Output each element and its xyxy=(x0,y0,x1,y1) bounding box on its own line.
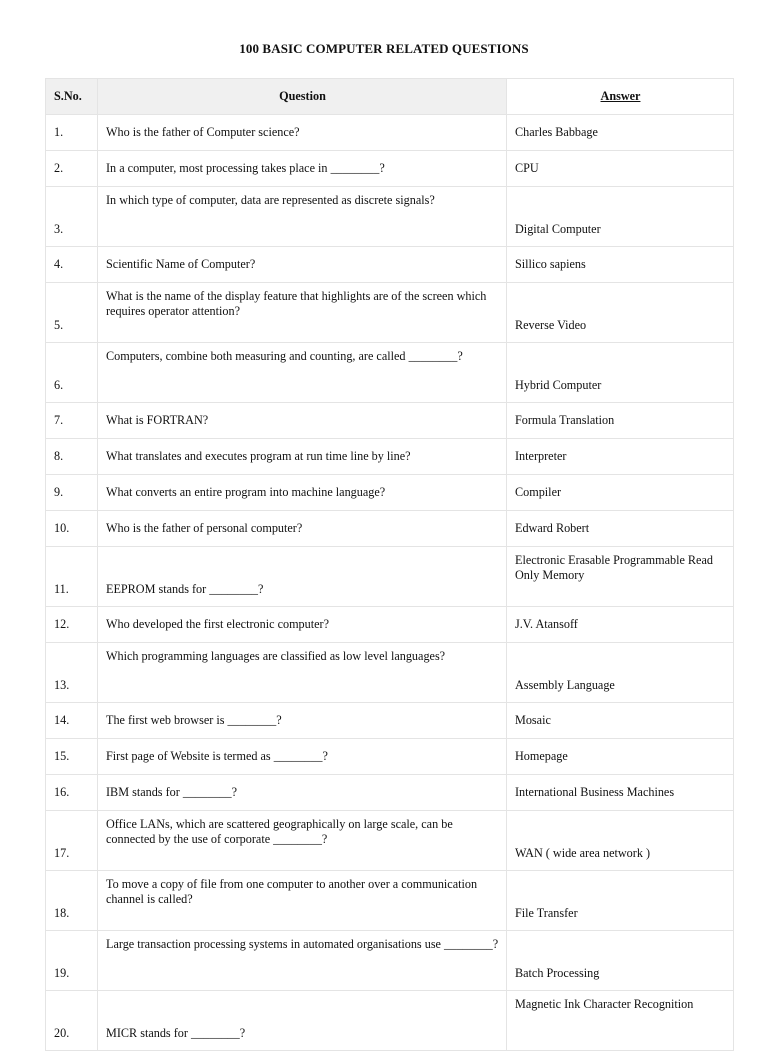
row-sno: 13. xyxy=(46,643,98,703)
table-row xyxy=(46,775,734,811)
row-sno: 6. xyxy=(46,343,98,403)
row-sno: 17. xyxy=(46,811,98,871)
row-question: Scientific Name of Computer? xyxy=(98,247,507,283)
row-question: Computers, combine both measuring and counting, are called ________? xyxy=(98,343,507,403)
table-row xyxy=(46,475,734,511)
row-answer: WAN ( wide area network ) xyxy=(507,811,734,871)
row-answer: Compiler xyxy=(507,475,734,511)
row-question: First page of Website is termed as ________? xyxy=(98,739,507,775)
row-question: Large transaction processing systems in automated organisations use ________? xyxy=(98,931,507,991)
row-sno: 7. xyxy=(46,403,98,439)
row-sno: 15. xyxy=(46,739,98,775)
row-answer: Hybrid Computer xyxy=(507,343,734,403)
row-answer: J.V. Atansoff xyxy=(507,607,734,643)
row-question: What converts an entire program into machine language? xyxy=(98,475,507,511)
row-sno: 18. xyxy=(46,871,98,931)
table-row xyxy=(46,115,734,151)
row-sno: 9. xyxy=(46,475,98,511)
table-row xyxy=(46,871,734,931)
row-answer: International Business Machines xyxy=(507,775,734,811)
row-sno: 4. xyxy=(46,247,98,283)
table-row xyxy=(46,991,734,1051)
table-body xyxy=(46,115,734,1051)
row-sno: 2. xyxy=(46,151,98,187)
row-sno: 1. xyxy=(46,115,98,151)
row-question: What is FORTRAN? xyxy=(98,403,507,439)
row-answer: Batch Processing xyxy=(507,931,734,991)
row-sno: 11. xyxy=(46,547,98,607)
row-answer: Edward Robert xyxy=(507,511,734,547)
row-question: MICR stands for ________? xyxy=(98,991,507,1051)
row-sno: 16. xyxy=(46,775,98,811)
table-row xyxy=(46,547,734,607)
row-question: In a computer, most processing takes place in ________? xyxy=(98,151,507,187)
row-answer: Formula Translation xyxy=(507,403,734,439)
row-sno: 12. xyxy=(46,607,98,643)
table-row xyxy=(46,643,734,703)
row-answer: CPU xyxy=(507,151,734,187)
row-answer: Charles Babbage xyxy=(507,115,734,151)
row-sno: 10. xyxy=(46,511,98,547)
table-row xyxy=(46,247,734,283)
document-title: 100 BASIC COMPUTER RELATED QUESTIONS xyxy=(239,41,529,56)
header-answer: Answer xyxy=(507,79,734,115)
row-answer: File Transfer xyxy=(507,871,734,931)
questions-table xyxy=(45,78,734,1051)
row-sno: 20. xyxy=(46,991,98,1051)
row-question: Who is the father of Computer science? xyxy=(98,115,507,151)
row-answer: Mosaic xyxy=(507,703,734,739)
row-sno: 19. xyxy=(46,931,98,991)
row-answer: Interpreter xyxy=(507,439,734,475)
row-sno: 8. xyxy=(46,439,98,475)
table-row xyxy=(46,283,734,343)
row-answer: Assembly Language xyxy=(507,643,734,703)
row-question: To move a copy of file from one computer to another over a communication channel is called? xyxy=(98,871,507,931)
table-row xyxy=(46,439,734,475)
row-sno: 14. xyxy=(46,703,98,739)
row-question: EEPROM stands for ________? xyxy=(98,547,507,607)
header-row xyxy=(46,79,734,115)
row-question: IBM stands for ________? xyxy=(98,775,507,811)
table-row xyxy=(46,343,734,403)
table-row xyxy=(46,403,734,439)
row-question: In which type of computer, data are represented as discrete signals? xyxy=(98,187,507,247)
row-answer: Magnetic Ink Character Recognition xyxy=(507,991,734,1051)
row-answer: Electronic Erasable Programmable Read Only Memory xyxy=(507,547,734,607)
row-question: Which programming languages are classified as low level languages? xyxy=(98,643,507,703)
table-row xyxy=(46,187,734,247)
header-question: Question xyxy=(98,79,507,115)
table-row xyxy=(46,739,734,775)
row-answer: Sillico sapiens xyxy=(507,247,734,283)
row-question: The first web browser is ________? xyxy=(98,703,507,739)
row-question: Who developed the first electronic computer? xyxy=(98,607,507,643)
table-row xyxy=(46,511,734,547)
table-row xyxy=(46,703,734,739)
row-answer: Homepage xyxy=(507,739,734,775)
row-sno: 3. xyxy=(46,187,98,247)
header-sno: S.No. xyxy=(46,79,98,115)
row-question: What translates and executes program at run time line by line? xyxy=(98,439,507,475)
row-question: Who is the father of personal computer? xyxy=(98,511,507,547)
table-row xyxy=(46,931,734,991)
row-answer: Reverse Video xyxy=(507,283,734,343)
table-row xyxy=(46,607,734,643)
table-header xyxy=(46,79,734,115)
table-row xyxy=(46,151,734,187)
row-answer: Digital Computer xyxy=(507,187,734,247)
row-question: What is the name of the display feature that highlights are of the screen which requires operator attention? xyxy=(98,283,507,343)
table-row xyxy=(46,811,734,871)
row-question: Office LANs, which are scattered geographically on large scale, can be connected by the use of corporate ________? xyxy=(98,811,507,871)
row-sno: 5. xyxy=(46,283,98,343)
